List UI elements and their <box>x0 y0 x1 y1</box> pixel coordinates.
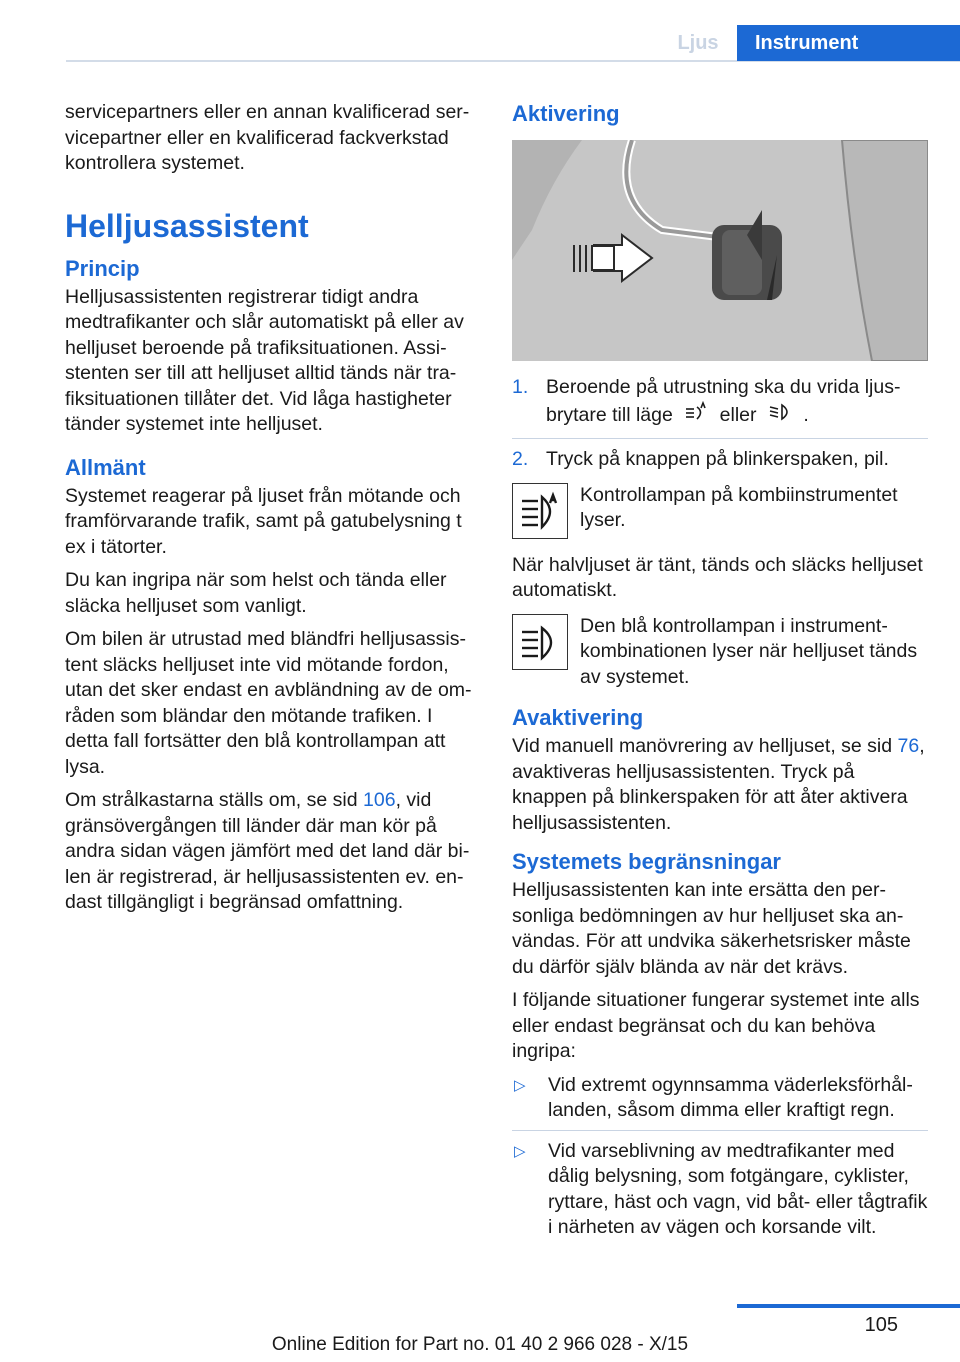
intro-paragraph: servicepartners eller en annan kvalificerad servicepartner eller en kvalificerad fackverkstad kontrollera systemet. <box>65 101 470 174</box>
high-beam-assistant-indicator-icon <box>512 483 568 539</box>
limitations-paragraph-1: Helljusassistenten kan inte ersätta den personliga bedömningen av hur helljuset ska användas. För att undvika säkerhetsrisker måste du därför själv blända av när det krävs. <box>512 879 911 978</box>
header-chapter-tab[interactable] <box>737 25 960 61</box>
list-item-text: Vid varseblivning av medtrafikanter med dålig belysning, som fotgängare, cyklister, ryttare, häst och vagn, vid båt- eller tågtrafik i närheten av vägen och korsande vilt. <box>548 1139 928 1238</box>
list-separator <box>512 1130 928 1131</box>
step-1 <box>512 375 928 430</box>
step-1-text-pre: Beroende på utrustning ska du vrida ljusbrytare till läge <box>546 376 901 426</box>
allmant-heading: Allmänt <box>65 454 146 480</box>
list-item-text: Vid extremt ogynnsamma väderleksförhållanden, såsom dimma eller kraftigt regn. <box>548 1073 913 1121</box>
avaktivering-paragraph <box>512 734 928 836</box>
step-1-text-post: . <box>803 403 809 426</box>
page-number: 105 <box>864 1314 898 1336</box>
bullet-triangle-icon: ▷ <box>514 1142 526 1160</box>
step-separator <box>512 438 928 439</box>
allmant-p4-pre: Om strålkastarna ställs om, se sid <box>65 789 364 811</box>
header-section-tab[interactable] <box>659 25 737 61</box>
allmant-paragraph-4 <box>65 788 477 916</box>
step-1-text-mid: eller <box>719 403 757 426</box>
indicator-note-2-text: Den blå kontrollampan i instrumentkombinationen lyser när helljuset tänds av systemet. <box>580 614 918 688</box>
indicator-note-1 <box>512 483 928 539</box>
allmant-paragraph-1: Systemet reagerar på ljuset från mötande och framförvarande trafik, samt på gatubelysning t ex i tätorter. <box>65 484 462 558</box>
indicator-note-1-text: Kontrollampan på kombiinstrumentet lyser. <box>580 483 898 531</box>
edition-footer: Online Edition for Part no. 01 40 2 966 028 - X/15 <box>271 1334 689 1355</box>
page-title: Helljusassistent <box>65 207 309 244</box>
page-106-link[interactable]: 106 <box>363 789 396 811</box>
left-column <box>65 100 477 924</box>
step-2-number: 2. <box>512 448 529 470</box>
high-beam-indicator-icon <box>512 614 568 670</box>
bullet-triangle-icon: ▷ <box>514 1076 526 1094</box>
auto-headlight-icon <box>684 401 708 431</box>
princip-heading: Princip <box>65 255 140 281</box>
header-chapter-label: Instrument <box>755 32 859 54</box>
list-item <box>512 1073 928 1124</box>
allmant-p4-post: , vid gränsövergången till länder där man kör på andra sidan vägen jämfört med det land där bilen är registrerad, är helljusassistenten ev. endast tillgängligt i begränsad omfattning. <box>65 789 470 913</box>
limitations-paragraph-2: I följande situationer fungerar systemet inte alls eller endast begränsat och du kan behöva ingripa: <box>512 989 920 1062</box>
step-2 <box>512 447 928 473</box>
allmant-paragraph-2: Du kan ingripa när som helst och tända eller släcka helljuset som vanligt. <box>65 569 447 617</box>
footer-rule <box>737 1304 960 1308</box>
aktivering-heading: Aktivering <box>512 101 620 126</box>
avaktivering-post: , avaktiveras helljusassistenten. Tryck på knappen på blinkerspaken för att åter aktivera helljusassistenten. <box>512 735 925 834</box>
header-section-label: Ljus <box>677 32 719 54</box>
allmant-paragraph-3: Om bilen är utrustad med bländfri helljusassistent släcks helljuset inte vid mötande fordon, utan det sker endast en avbländning av de områden som bländar den mötande trafiken. I detta fall fortsätter den blå kontrollampan att lysa. <box>65 628 472 778</box>
page-76-link[interactable]: 76 <box>897 735 920 757</box>
list-item <box>512 1139 928 1241</box>
limitations-heading: Systemets begränsningar <box>512 849 781 874</box>
low-beam-paragraph: När halvljuset är tänt, tänds och släcks helljuset automatiskt. <box>512 553 923 601</box>
turn-signal-lever-illustration <box>512 140 928 361</box>
right-column <box>512 100 928 1247</box>
step-1-number: 1. <box>512 376 529 398</box>
indicator-note-2 <box>512 614 928 691</box>
princip-paragraph: Helljusassistenten registrerar tidigt andra medtrafikanter och slår automatiskt på eller av helljuset beroende på trafiksituationen. Assistenten ser till att helljuset alltid tänds när trafiksituationen tillåter det. Vid låga hastigheter tänder systemet inte helljuset. <box>65 285 464 435</box>
low-beam-icon <box>768 401 792 431</box>
avaktivering-heading: Avaktivering <box>512 705 644 730</box>
avaktivering-pre: Vid manuell manövrering av helljuset, se sid <box>512 735 898 757</box>
step-2-text: Tryck på knappen på blinkerspaken, pil. <box>546 448 889 470</box>
